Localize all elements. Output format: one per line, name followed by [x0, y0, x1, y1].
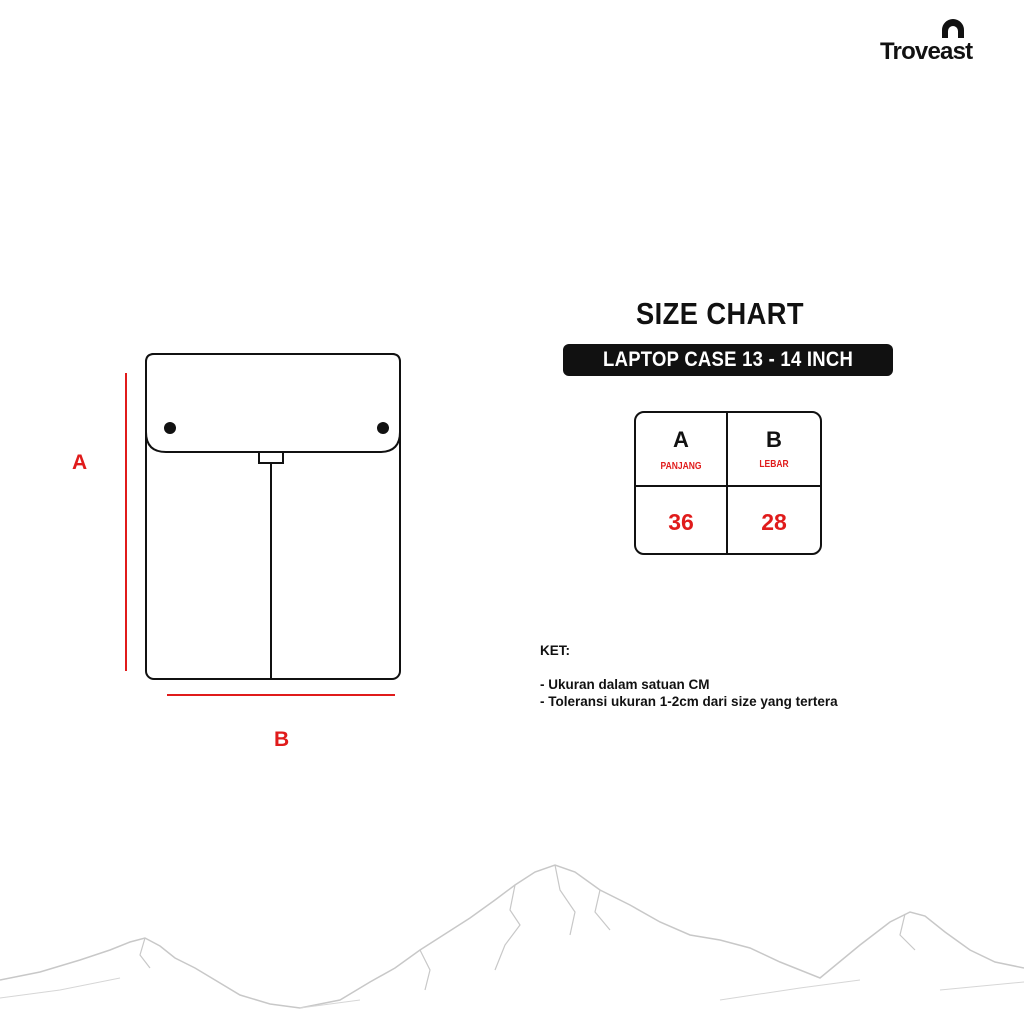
page-title: SIZE CHART	[635, 296, 805, 331]
column-letter: B	[766, 427, 782, 452]
column-name: LEBAR	[759, 459, 789, 470]
brand-name: Troveast	[880, 38, 973, 65]
snap-button-right	[377, 422, 389, 434]
product-subtitle: LAPTOP CASE 13 - 14 INCH	[602, 348, 854, 371]
table-header-cell-b	[728, 413, 820, 487]
case-flap	[146, 354, 400, 452]
product-diagram	[0, 0, 520, 800]
column-name: PANJANG	[660, 461, 702, 472]
laptop-case-outline	[0, 0, 520, 800]
table-value-cell-b	[728, 487, 820, 553]
size-value: 36	[668, 509, 694, 535]
note-line: - Ukuran dalam satuan CM	[540, 677, 710, 692]
note-line: - Toleransi ukuran 1-2cm dari size yang tertera	[540, 694, 838, 709]
arch-dome-icon	[940, 18, 966, 38]
table-header-cell-a	[636, 413, 728, 487]
column-letter: A	[673, 427, 689, 452]
snap-button-left	[164, 422, 176, 434]
notes-heading: KET:	[540, 643, 570, 658]
size-value: 28	[761, 509, 787, 535]
table-value-cell-a	[636, 487, 728, 553]
flap-tab	[259, 452, 283, 463]
brand-logo	[880, 18, 990, 68]
dimension-label-b: B	[274, 728, 290, 751]
mountain-outline-decoration	[0, 850, 1024, 1024]
notes	[540, 642, 838, 710]
product-subtitle-badge	[563, 344, 893, 376]
dimension-label-a: A	[72, 451, 88, 474]
size-table	[634, 411, 822, 555]
